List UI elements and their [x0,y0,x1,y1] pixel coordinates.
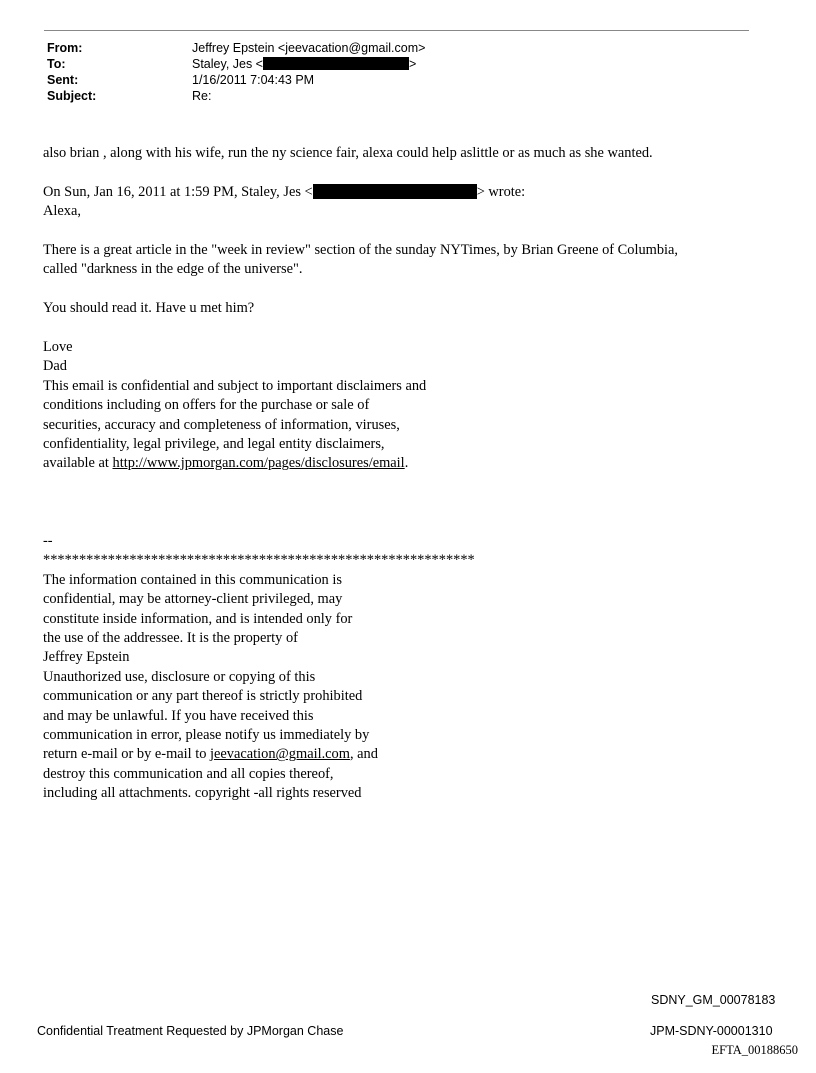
to-row [47,56,425,72]
paragraph-line: There is a great article in the "week in review" section of the sunday NYTimes, by Brian Greene of Columbia, [43,242,679,258]
notice-line: and may be unlawful. If you have received this [43,707,314,724]
to-suffix: > [408,57,417,71]
notice-line: communication or any part thereof is strictly prohibited [43,688,363,705]
bates-stamp-jpm: JPM-SDNY-00001310 [650,1024,773,1038]
notice-line: destroy this communication and all copies thereof, [43,765,334,782]
notice-line: communication in error, please notify us immediately by [43,727,370,744]
quote-suffix: > wrote: [476,183,526,200]
email-body [43,144,803,804]
notice-line: constitute inside information, and is intended only for [43,610,353,627]
notice-line [43,745,803,764]
quote-prefix: On Sun, Jan 16, 2011 at 1:59 PM, Staley, Jes < [43,183,313,200]
notice-line: including all attachments. copyright -all rights reserved [43,785,362,802]
from-label: From: [47,41,83,55]
from-value: Jeffrey Epstein <jeevacation@gmail.com> [192,41,426,55]
redaction-box [313,184,477,199]
disclaimer-line: securities, accuracy and completeness of information, viruses, [43,416,400,433]
notice-line: the use of the addressee. It is the property of [43,630,298,647]
bates-stamp-efta: EFTA_00188650 [711,1043,798,1057]
star-separator: ************************************************************ [43,552,475,569]
sent-value: 1/16/2011 7:04:43 PM [192,73,315,87]
notice-line: Jeffrey Epstein [43,649,130,666]
disclaimer-line: confidentiality, legal privilege, and legal entity disclaimers, [43,436,385,453]
notice-line: Unauthorized use, disclosure or copying of this [43,668,316,685]
sent-label: Sent: [47,73,79,87]
subject-value: Re: [192,89,212,103]
paragraph-line: called "darkness in the edge of the universe". [43,261,303,278]
header-divider [44,30,749,31]
sign-love: Love [43,339,73,355]
bates-stamp-sdny-gm: SDNY_GM_00078183 [651,993,776,1007]
signature-dashes: -- [43,533,53,550]
notice-email-suffix: , and [349,746,378,763]
quote-header [43,183,803,202]
disclaimer-prefix: available at [43,455,113,472]
notice-line: The information contained in this communication is [43,571,342,588]
subject-row [47,88,425,104]
notice-email-link[interactable]: jeevacation@gmail.com [210,746,350,763]
subject-label: Subject: [47,89,97,103]
to-label: To: [47,57,66,71]
sign-dad: Dad [43,358,67,375]
notice-email-prefix: return e-mail or by e-mail to [43,746,211,763]
paragraph-line: You should read it. Have u met him? [43,300,255,317]
notice-line: confidential, may be attorney-client privileged, may [43,591,343,608]
redaction-box [263,57,409,70]
disclaimer-line: This email is confidential and subject to important disclaimers and [43,377,427,394]
disclaimer-line: conditions including on offers for the purchase or sale of [43,397,370,414]
greeting: Alexa, [43,203,81,220]
disclaimer-line [43,454,803,473]
from-row [47,40,425,56]
sent-row [47,72,425,88]
disclaimer-suffix: . [404,455,409,472]
reply-line: also brian , along with his wife, run the ny science fair, alexa could help aslittle or as much as she wanted. [43,145,653,161]
to-prefix: Staley, Jes < [192,57,263,71]
confidential-footer: Confidential Treatment Requested by JPMorgan Chase [37,1024,344,1038]
email-header [47,40,425,104]
disclosures-link[interactable]: http://www.jpmorgan.com/pages/disclosures/email [112,455,405,472]
